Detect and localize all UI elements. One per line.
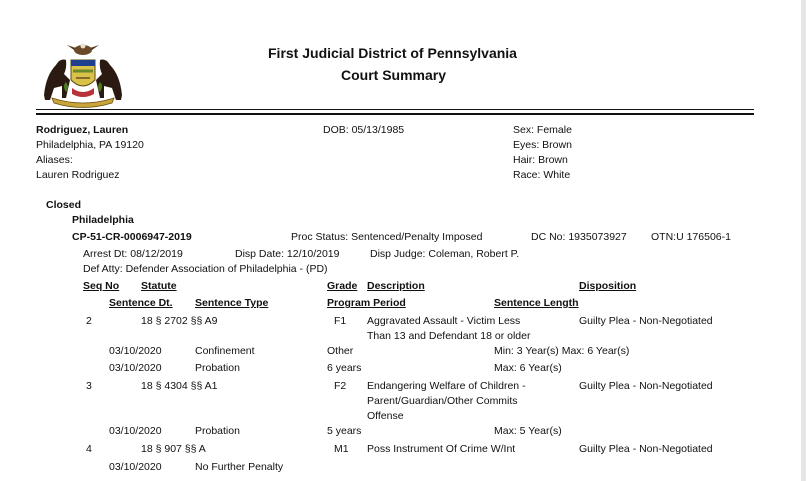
- header-rule-top: [36, 109, 754, 110]
- col-sentence-type: Sentence Type: [195, 297, 269, 309]
- charge-disposition: Guilty Plea - Non-Negotiated: [579, 443, 713, 455]
- sentence-length: Max: 6 Year(s): [494, 362, 562, 374]
- sentence-date: 03/10/2020: [109, 425, 162, 437]
- otn-number: OTN:U 176506-1: [651, 231, 731, 243]
- sentence-length: Max: 5 Year(s): [494, 425, 562, 437]
- alias-name: Lauren Rodriguez: [36, 169, 120, 181]
- page-scrollbar[interactable]: [801, 0, 806, 481]
- charge-seq: 3: [86, 380, 92, 392]
- arrest-date: Arrest Dt: 08/12/2019: [83, 248, 183, 260]
- charge-description: Offense: [367, 410, 404, 422]
- sex: Sex: Female: [513, 124, 572, 136]
- eyes: Eyes: Brown: [513, 139, 572, 151]
- charge-description: Parent/Guardian/Other Commits: [367, 395, 518, 407]
- charge-description: Than 13 and Defendant 18 or older: [367, 330, 531, 342]
- col-grade: Grade: [327, 280, 358, 292]
- charge-statute: 18 § 2702 §§ A9: [141, 315, 218, 327]
- charge-grade: F1: [334, 315, 347, 327]
- disp-date: Disp Date: 12/10/2019: [235, 248, 340, 260]
- race: Race: White: [513, 169, 571, 181]
- col-description: Description: [367, 280, 425, 292]
- report-subtitle: Court Summary: [341, 67, 447, 83]
- program-period: Other: [327, 345, 354, 357]
- charge-grade: M1: [334, 443, 349, 455]
- program-period: 5 years: [327, 425, 362, 437]
- dob: DOB: 05/13/1985: [323, 124, 405, 136]
- defendant-name: Rodriguez, Lauren: [36, 124, 129, 136]
- charge-description: Poss Instrument Of Crime W/Int: [367, 443, 516, 455]
- charge-description: Endangering Welfare of Children -: [367, 380, 526, 392]
- hair: Hair: Brown: [513, 154, 568, 166]
- col-sentence-length: Sentence Length: [494, 297, 579, 309]
- county: Philadelphia: [72, 214, 134, 226]
- charge-disposition: Guilty Plea - Non-Negotiated: [579, 315, 713, 327]
- col-statute: Statute: [141, 280, 177, 292]
- sentence-date: 03/10/2020: [109, 362, 162, 374]
- col-sentence-date: Sentence Dt.: [109, 297, 173, 309]
- col-disposition: Disposition: [579, 280, 637, 292]
- charge-statute: 18 § 907 §§ A: [141, 443, 206, 455]
- sentence-date: 03/10/2020: [109, 461, 162, 473]
- defendant-city: Philadelphia, PA 19120: [36, 139, 144, 151]
- pennsylvania-seal-icon: [36, 40, 130, 108]
- sentence-type: Probation: [195, 425, 240, 437]
- charge-seq: 2: [86, 315, 92, 327]
- sentence-length: Min: 3 Year(s) Max: 6 Year(s): [494, 345, 630, 357]
- charge-description: Aggravated Assault - Victim Less: [367, 315, 521, 327]
- sentence-type: Confinement: [195, 345, 255, 357]
- dc-number: DC No: 1935073927: [531, 231, 627, 243]
- disp-judge: Disp Judge: Coleman, Robert P.: [370, 248, 520, 260]
- charge-grade: F2: [334, 380, 347, 392]
- header-rule-bottom: [36, 113, 754, 115]
- aliases-label: Aliases:: [36, 154, 73, 166]
- docket-number: CP-51-CR-0006947-2019: [72, 231, 192, 243]
- defense-attorney: Def Atty: Defender Association of Philadelphia - (PD): [83, 263, 328, 275]
- charge-seq: 4: [86, 443, 92, 455]
- charge-disposition: Guilty Plea - Non-Negotiated: [579, 380, 713, 392]
- program-period: 6 years: [327, 362, 362, 374]
- sentence-type: No Further Penalty: [195, 461, 284, 473]
- sentence-type: Probation: [195, 362, 240, 374]
- proc-status: Proc Status: Sentenced/Penalty Imposed: [291, 231, 483, 243]
- report-title: First Judicial District of Pennsylvania: [268, 45, 517, 61]
- col-program-period: Program Period: [327, 297, 406, 309]
- status-group: Closed: [46, 199, 82, 211]
- col-seq-no: Seq No: [83, 280, 120, 292]
- charge-statute: 18 § 4304 §§ A1: [141, 380, 218, 392]
- sentence-date: 03/10/2020: [109, 345, 162, 357]
